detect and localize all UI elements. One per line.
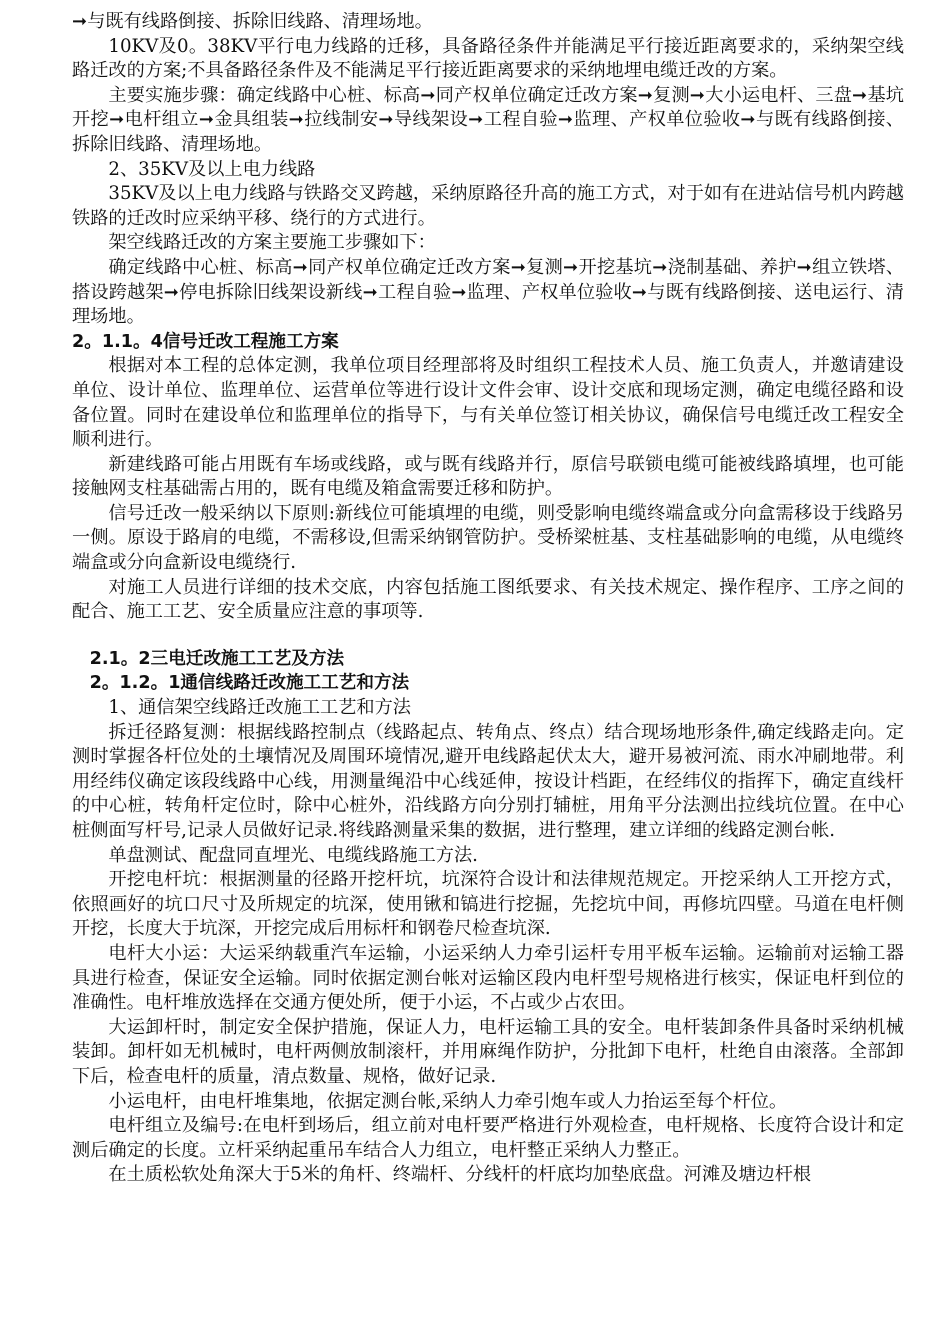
paragraph: 小运电杆，由电杆堆集地，依据定测台帐,采纳人力牵引炮车或人力抬运至每个杆位。	[108, 1090, 788, 1112]
paragraph: 大运卸杆时，制定安全保护措施，保证人力，电杆运输工具的安全。电杆装卸条件具备时采纳机械装卸。卸杆如无机械时，电杆两侧放制滚杆，并用麻绳作防护，分批卸下电杆，杜绝自由滚落。全部卸下后，检查电杆的质量，清点数量、规格，做好记录.	[72, 1016, 904, 1087]
paragraph: 10KV及0。38KV平行电力线路的迁移，具备路径条件并能满足平行接近距离要求的，采纳架空线路迁改的方案;不具备路径条件及不能满足平行接近距离要求的采纳地埋电缆迁改的方案。	[72, 35, 904, 82]
paragraph: 架空线路迁改的方案主要施工步骤如下：	[108, 232, 436, 254]
paragraph: 根据对本工程的总体定测，我单位项目经理部将及时组织工程技术人员、施工负责人，并邀请建设单位、设计单位、监理单位、运营单位等进行设计文件会审、设计交底和现场定测，确定电缆径路和设备位置。同时在建设单位和监理单位的指导下，与有关单位签订相关协议，确保信号电缆迁改工程安全顺利进行。	[72, 355, 904, 451]
paragraph: 信号迁改一般采纳以下原则:新线位可能填埋的电缆，则受影响电缆终端盒或分向盒需移设于线路另一侧。原设于路肩的电缆，不需移设,但需采纳钢管防护。受桥梁桩基、支柱基础影响的电缆，从电缆终端盒或分向盒新设电缆绕行.	[72, 502, 904, 574]
subsection-heading: 2。1.2。1通信线路迁改施工工艺和方法	[89, 673, 410, 694]
paragraph: 35KV及以上电力线路与铁路交叉跨越，采纳原路径升高的施工方式，对于如有在进站信号机内跨越铁路的迁改时应采纳平移、绕行的方式进行。	[72, 183, 904, 229]
section-heading: 2.1。2三电迁改施工工艺及方法	[89, 648, 345, 669]
paragraph: 电杆组立及编号:在电杆到场后，组立前对电杆要严格进行外观检查，电杆规格、长度符合设计和定测后确定的长度。立杆采纳起重吊车结合人力组立，电杆整正采纳人力整正。	[72, 1115, 904, 1161]
subsection-label: 2、35KV及以上电力线路	[108, 158, 316, 180]
paragraph: 对施工人员进行详细的技术交底，内容包括施工图纸要求、有关技术规定、操作程序、工序之间的配合、施工工艺、安全质量应注意的事项等.	[72, 576, 904, 623]
blank-line	[72, 625, 904, 647]
paragraph: 主要实施步骤：确定线路中心桩、标高➞同产权单位确定迁改方案➞复测➞大小运电杆、三盘➞基坑开挖➞电杆组立➞金具组装➞拉线制安➞导线架设➞工程自验➞监理、产权单位验收➞与既有线路倒接、拆除旧线路、清理场地。	[72, 84, 904, 155]
paragraph: 单盘测试、配盘同直埋光、电缆线路施工方法.	[108, 844, 478, 866]
paragraph: 电杆大小运：大运采纳载重汽车运输，小运采纳人力牵引运杆专用平板车运输。运输前对运输工器具进行检查，保证安全运输。同时依据定测台帐对运输区段内电杆型号规格进行核实，保证电杆到位的准确性。电杆堆放选择在交通方便处所，便于小运，不占或少占农田。	[72, 942, 904, 1014]
paragraph: 开挖电杆坑：根据测量的径路开挖杆坑，坑深符合设计和法律规范规定。开挖采纳人工开挖方式，依照画好的坑口尺寸及所规定的坑深，使用锹和镐进行挖掘，先挖坑中间，再修坑四壁。马道在电杆侧开挖，长度大于坑深，开挖完成后用标杆和钢卷尺检查坑深.	[72, 869, 904, 940]
paragraph: 拆迁径路复测：根据线路控制点（线路起点、转角点、终点）结合现场地形条件,确定线路走向。定测时掌握各杆位处的土壤情况及周围环境情况,避开电线路起伏太大，避开易被河流、雨水冲刷地带。利用经纬仪确定该段线路中心线，用测量绳沿中心线延伸，按设计档距，在经纬仪的指挥下，确定直线杆的中心桩，转角杆定位时，除中心桩外，沿线路方向分别打辅桩，用角平分法测出拉线坑位置。在中心桩侧面写杆号,记录人员做好记录.将线路测量采集的数据，进行整理，建立详细的线路定测台帐.	[72, 721, 904, 841]
paragraph: 确定线路中心桩、标高➞同产权单位确定迁改方案➞复测➞开挖基坑➞浇制基础、养护➞组立铁塔、搭设跨越架➞停电拆除旧线架设新线➞工程自验➞监理、产权单位验收➞与既有线路倒接、送电运行、清理场地。	[72, 256, 904, 328]
subsection-label: 1、通信架空线路迁改施工工艺和方法	[108, 697, 411, 719]
section-heading: 2。1.1。4信号迁改工程施工方案	[72, 331, 339, 352]
paragraph: 在土质松软处角深大于5米的角杆、终端杆、分线杆的杆底均加垫底盘。河滩及塘边杆根	[108, 1164, 812, 1186]
paragraph: 新建线路可能占用既有车场或线路，或与既有线路并行，原信号联锁电缆可能被线路填埋，也可能接触网支柱基础需占用的，既有电缆及箱盒需要迁移和防护。	[72, 453, 904, 500]
paragraph: ➞与既有线路倒接、拆除旧线路、清理场地。	[72, 11, 433, 32]
